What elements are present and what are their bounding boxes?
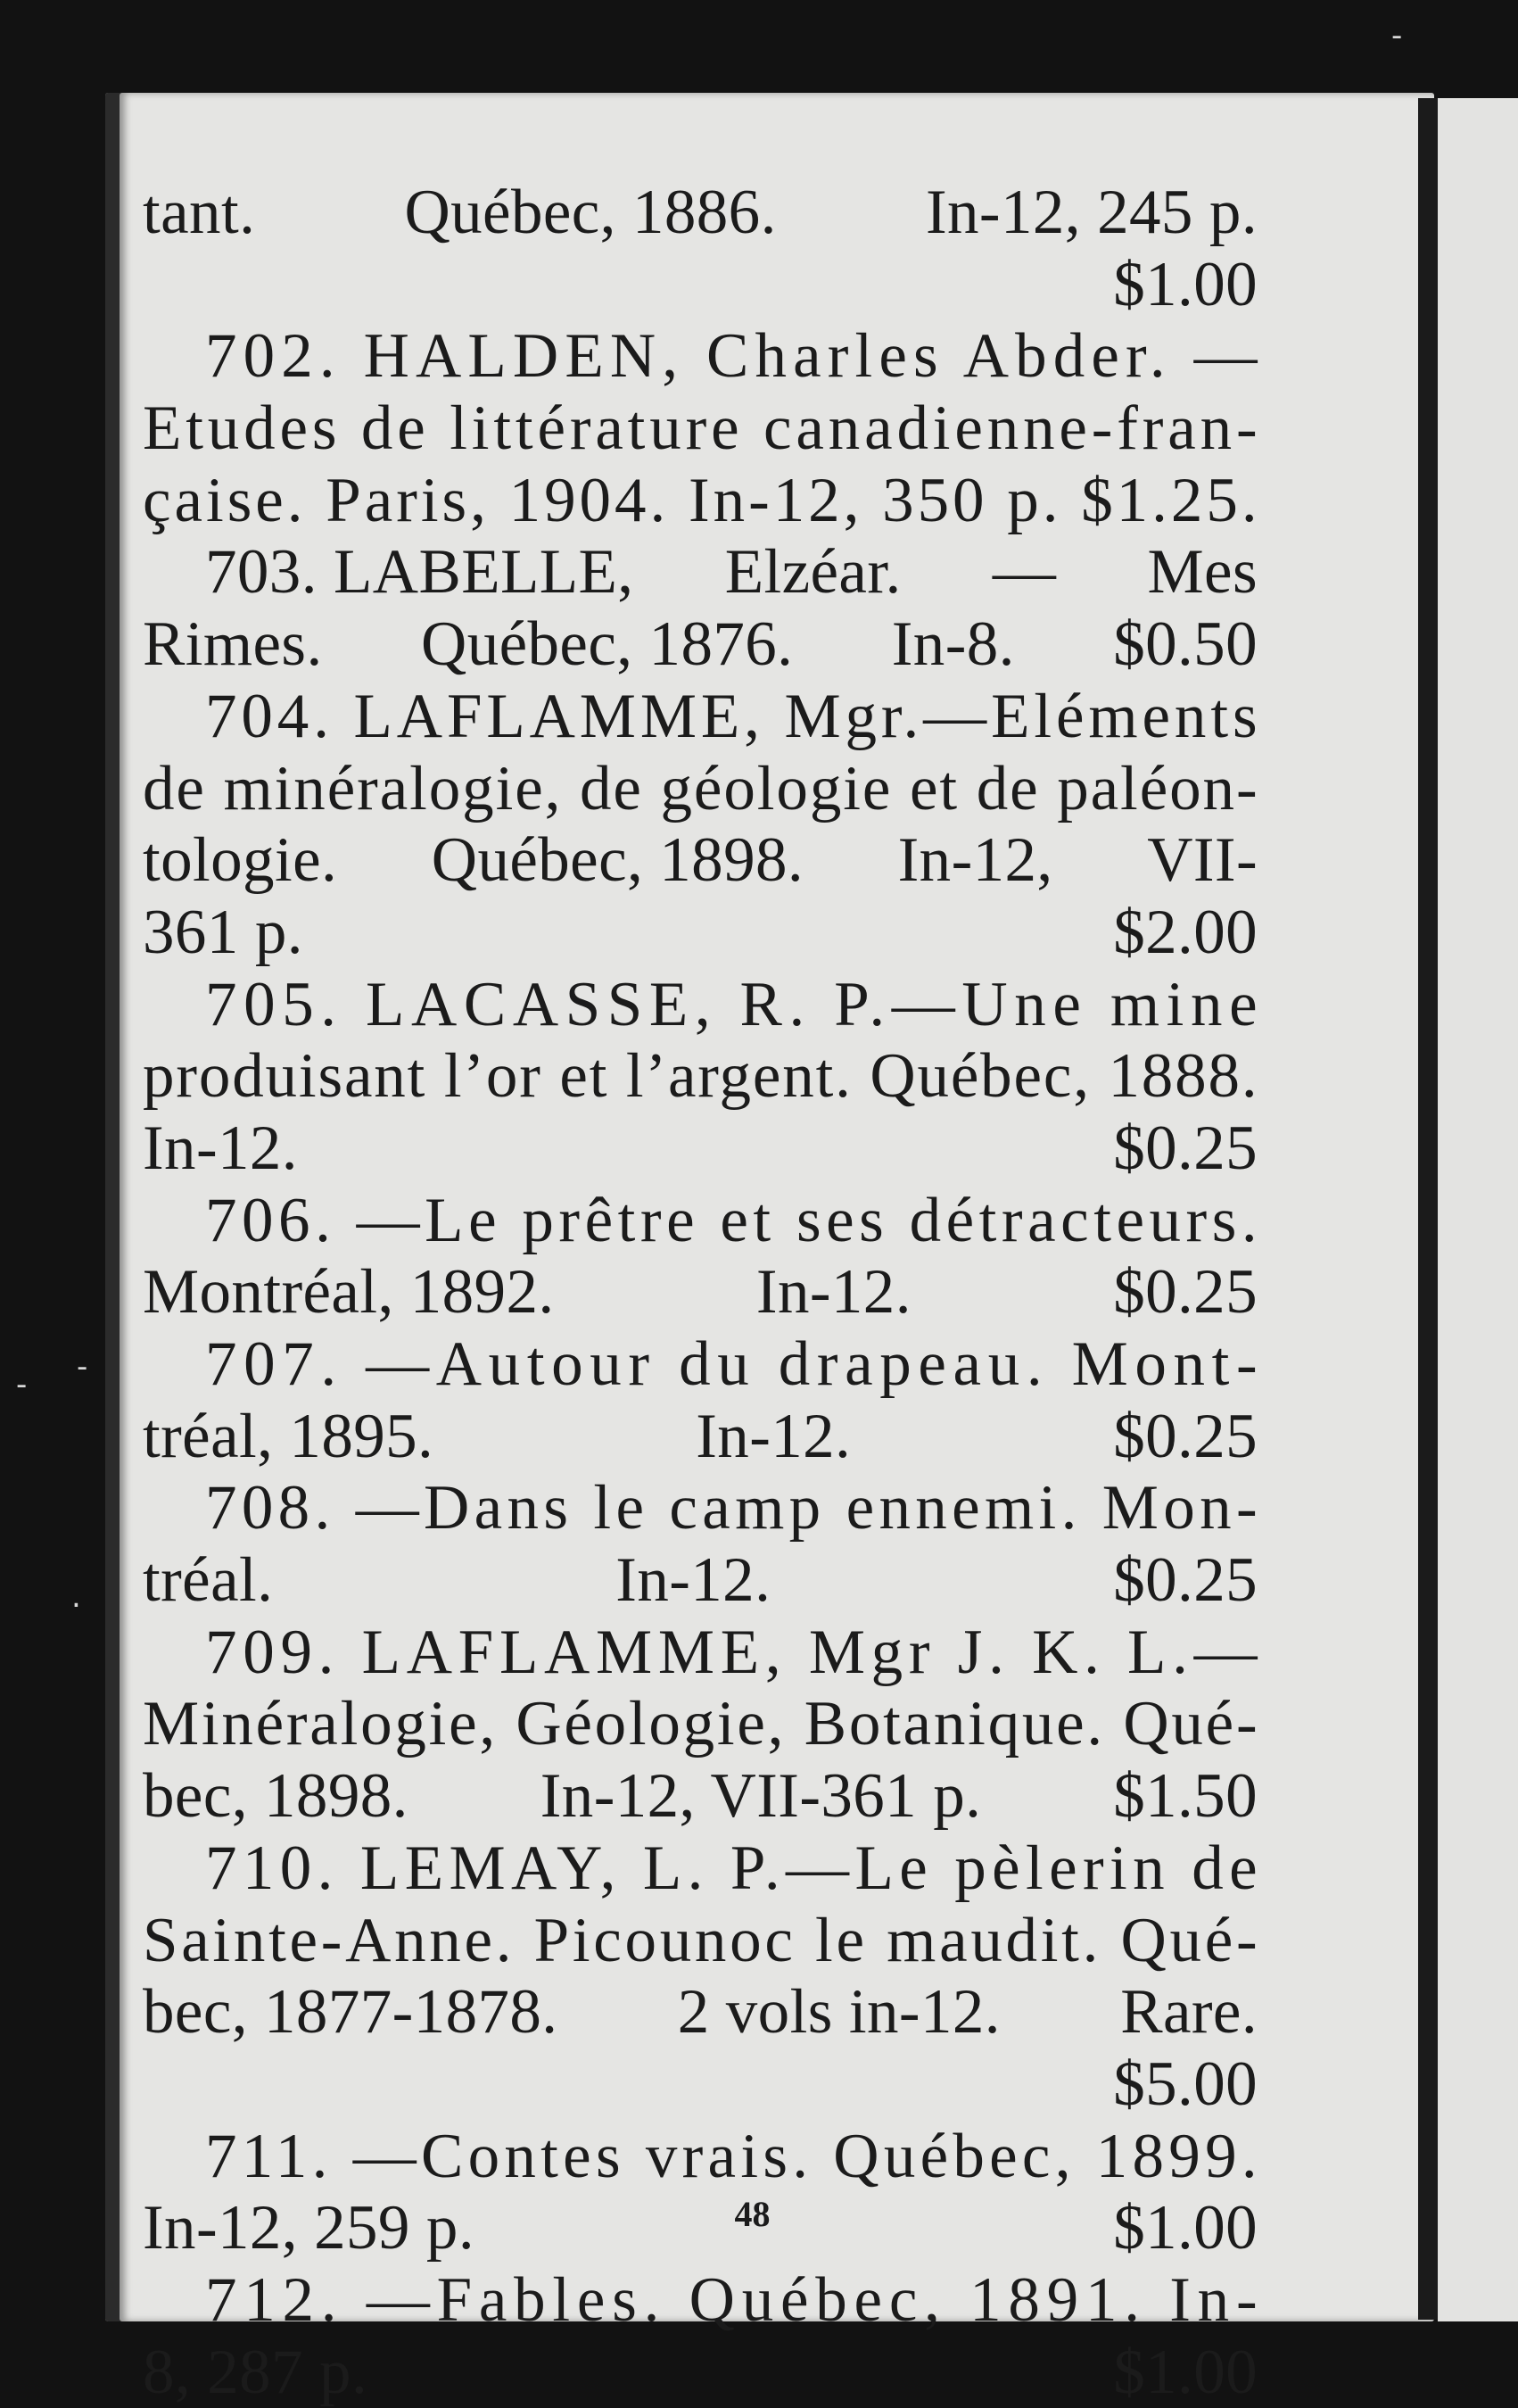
text-segment: In-8.: [891, 609, 1015, 680]
catalogue-text: [143, 177, 1265, 2408]
text-segment: In-12.: [615, 1545, 771, 1616]
entry-heading-line: [143, 969, 1265, 1041]
text-segment: tréal.: [143, 1545, 274, 1616]
text-segment: Mes: [1147, 537, 1258, 608]
entry-heading-line: [143, 320, 1264, 393]
price: $1.50: [1113, 1761, 1258, 1832]
text-line: [143, 608, 1258, 681]
text-line: [143, 1760, 1258, 1833]
entry-heading: 712. —Fables. Québec, 1891. In-: [205, 2264, 1265, 2335]
text-segment: In-12,: [897, 825, 1053, 896]
text-segment: In-12.: [755, 1257, 912, 1328]
price: $0.25: [1113, 1545, 1258, 1616]
entry-heading-line: [143, 1328, 1265, 1401]
text-segment: Québec, 1876.: [421, 609, 794, 680]
entry-heading: 711. —Contes vrais. Québec, 1899.: [205, 2121, 1262, 2191]
text-segment: produisant l’or et l’argent. Québec, 1888.: [143, 1041, 1259, 1112]
entry-heading: 709. LAFLAMME, Mgr J. K. L.—: [205, 1617, 1264, 1687]
text-line: [143, 824, 1258, 897]
text-segment: 2 vols in-12.: [677, 1977, 1001, 2048]
text-segment: 8, 287 p.: [143, 2337, 368, 2407]
text-line: [143, 897, 1258, 969]
text-segment: Québec, 1898.: [431, 825, 804, 896]
text-segment: de minéralogie, de géologie et de paléon-: [143, 753, 1259, 823]
page-number: 48: [734, 2194, 771, 2234]
entry-heading: 707. —Autour du drapeau. Mont-: [205, 1329, 1265, 1399]
text-line: [143, 1688, 1258, 1760]
scan-mark: -: [1391, 18, 1403, 54]
price-line: [143, 2048, 1258, 2121]
entry-heading-line: [143, 1833, 1263, 1905]
text-line: [143, 753, 1258, 825]
text-segment: In-12.: [696, 1401, 852, 1471]
entry-heading-line: [143, 2264, 1265, 2337]
page-gutter: [1418, 98, 1438, 2320]
text-line: [143, 1256, 1258, 1328]
text-segment: In-12.: [143, 1113, 298, 1183]
price: $0.25: [1113, 1257, 1258, 1328]
entry-heading: 710. LEMAY, L. P.—Le pèlerin de: [205, 1833, 1263, 1903]
text-segment: Rare.: [1120, 1977, 1258, 2048]
text-segment: bec, 1877-1878.: [143, 1977, 558, 2048]
text-segment: In-12, 245 p.: [925, 178, 1258, 247]
text-line: [143, 1113, 1258, 1185]
text-line: [143, 1544, 1258, 1617]
scan-mark: -: [77, 1349, 88, 1385]
text-segment: tant.: [143, 178, 256, 247]
entry-heading: 704. LAFLAMME, Mgr.—Eléments: [205, 681, 1262, 751]
text-line: [143, 1040, 1258, 1113]
entry-heading: 706. —Le prêtre et ses détracteurs.: [205, 1185, 1263, 1255]
facing-page-edge: [1438, 98, 1518, 2321]
entry-heading-line: [143, 536, 1258, 608]
text-segment: Elzéar.: [724, 537, 902, 608]
text-segment: In-12, 259 p.: [143, 2193, 474, 2263]
text-segment: tréal, 1895.: [143, 1401, 434, 1471]
entry-heading-line: [143, 2121, 1262, 2193]
entry-heading: 705. LACASSE, R. P.—Une mine: [205, 969, 1265, 1039]
text-segment: tologie.: [143, 825, 338, 896]
text-segment: Rimes.: [143, 609, 323, 680]
text-segment: Minéralogie, Géologie, Botanique. Qué-: [143, 1689, 1260, 1759]
text-line: [143, 465, 1261, 537]
text-line: [143, 1976, 1258, 2048]
entry-heading-line: [143, 1472, 1262, 1544]
text-segment: In-12, VII-361 p.: [540, 1761, 982, 1832]
text-line: [143, 1401, 1258, 1473]
text-segment: Sainte-Anne. Picounoc le maudit. Qué-: [143, 1905, 1261, 1975]
price: $5.00: [1113, 2048, 1258, 2119]
text-segment: VII-: [1147, 825, 1258, 896]
price: $2.00: [1113, 897, 1258, 967]
entry-heading: 702. HALDEN, Charles Abder. —: [205, 321, 1264, 392]
text-segment: —: [992, 537, 1057, 608]
text-segment: Etudes de littérature canadienne-fran-: [143, 393, 1262, 464]
price: $1.00: [1113, 2337, 1258, 2407]
price: $1.00: [1113, 249, 1258, 319]
entry-heading-line: [143, 1617, 1264, 1689]
text-segment: bec, 1898.: [143, 1761, 408, 1832]
text-line: [143, 177, 1258, 249]
entry-heading: 703. LABELLE,: [205, 537, 634, 608]
price: $0.50: [1113, 609, 1258, 680]
text-line: [143, 1905, 1261, 1977]
scan-mark: .: [71, 1579, 81, 1615]
scan-mark: -: [16, 1367, 28, 1403]
text-line: [143, 2337, 1258, 2408]
text-segment: Montréal, 1892.: [143, 1257, 555, 1328]
entry-heading-line: [143, 681, 1262, 753]
price-line: [143, 249, 1258, 321]
price: $0.25: [1113, 1401, 1258, 1471]
text-segment: 361 p.: [143, 897, 303, 967]
text-segment: Québec, 1886.: [404, 178, 777, 247]
entry-heading: 708. —Dans le camp ennemi. Mon-: [205, 1473, 1262, 1543]
text-segment: çaise. Paris, 1904. In-12, 350 p. $1.25.: [143, 465, 1261, 535]
price: $0.25: [1113, 1113, 1258, 1183]
entry-heading-line: [143, 1185, 1263, 1257]
text-line: [143, 393, 1262, 465]
price: $1.00: [1113, 2193, 1258, 2263]
